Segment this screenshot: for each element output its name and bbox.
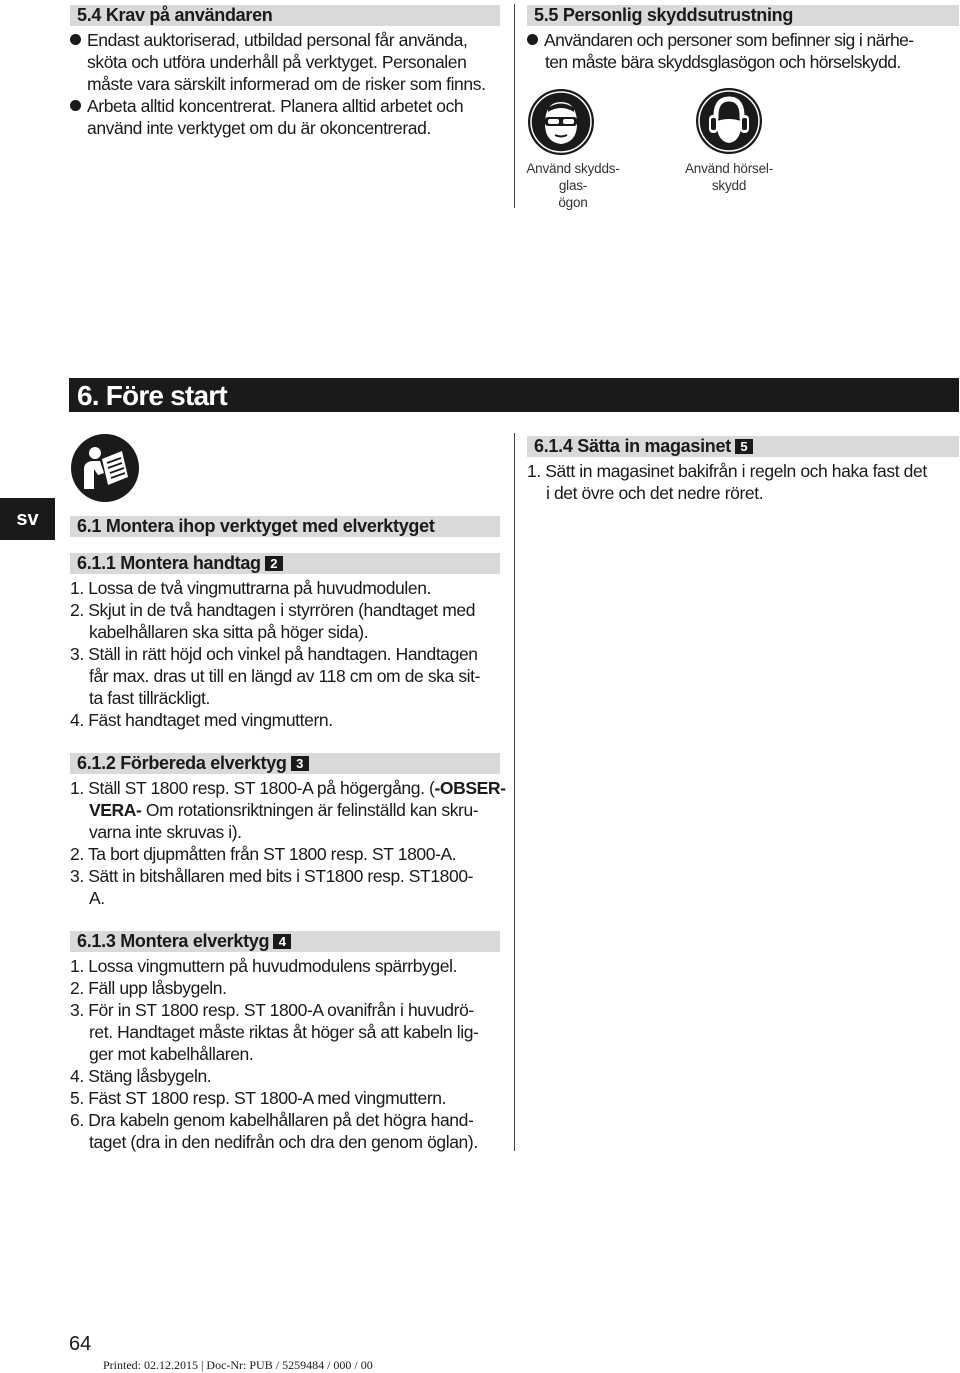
goggles-icon: [527, 88, 595, 156]
section-6-1-heading: 6.1 Montera ihop verktyget med elverktyget: [70, 516, 500, 537]
print-info: Printed: 02.12.2015 | Doc-Nr: PUB / 5259484 / 000 / 00: [103, 1358, 373, 1372]
section-5-5-heading: 5.5 Personlig skyddsutrustning: [527, 5, 959, 26]
hearing-caption: Använd hörsel- skydd: [684, 161, 773, 193]
bullet-icon: [527, 34, 538, 45]
bullet-item: Arbeta alltid koncentrerat. Planera alltid arbetet och: [70, 95, 510, 117]
section-6-1-3-steps: 1. Lossa vingmuttern på huvudmodulens spärrbygel. 2. Fäll upp låsbygeln. 3. För in ST 1800 resp. ST 1800-A ovanifrån i huvudrö- ret. Handtaget måste riktas åt höger så att kabeln lig- ger mot kabelhållaren. 4. Stäng låsbygeln. 5. Fäst ST 1800 resp. ST 1800-A med vingmuttern. 6. Dra kabeln genom kabelhållaren på det högra hand- taget (dra in den nedifrån och dra den genom öglan).: [70, 956, 479, 1152]
section-6-1-2-heading: 6.1.2 Förbereda elverktyg 3: [70, 753, 500, 774]
section-6-1-1-steps: 1. Lossa de två vingmuttrarna på huvudmodulen. 2. Skjut in de två handtagen i styrrören (handtaget med kabelhållaren ska sitta på höger sida). 3. Ställ in rätt höjd och vinkel på handtagen. Handtagen får max. dras ut till en längd av 118 cm om de ska sit- ta fast tillräckligt. 4. Fäst handtaget med vingmuttern.: [70, 578, 481, 730]
figure-ref-badge: 3: [291, 756, 309, 771]
safety-goggles-sign: [527, 88, 595, 156]
read-manual-icon: [70, 433, 140, 503]
figure-ref-badge: 5: [735, 439, 753, 454]
page-number: 64: [69, 1333, 92, 1355]
ear-protection-icon: [695, 87, 763, 155]
column-divider-bottom: [514, 433, 515, 1151]
bullet-icon: [70, 100, 81, 111]
figure-ref-badge: 4: [273, 934, 291, 949]
hearing-protection-sign: [695, 87, 763, 155]
read-manual-sign: [70, 433, 140, 503]
figure-ref-badge: 2: [265, 556, 283, 571]
section-6-1-3-heading: 6.1.3 Montera elverktyg 4: [70, 931, 500, 952]
section-5-5-body: Användaren och personer som befinner sig i närhe- ten måste bära skyddsglasögon och hörselskydd.: [527, 29, 959, 73]
bullet-item: Endast auktoriserad, utbildad personal får använda,: [70, 29, 510, 51]
section-6-1-4-steps: 1. Sätt in magasinet bakifrån i regeln och haka fast det i det övre och det nedre röret.: [527, 461, 927, 503]
section-6-1-1-heading: 6.1.1 Montera handtag 2: [70, 553, 500, 574]
section-5-4-body: Endast auktoriserad, utbildad personal får använda, sköta och utföra underhåll på verktyget. Personalen måste vara särskilt informerad om de risker som finns. Arbeta alltid koncentrerat. Planera alltid arbetet och använd inte verktyget om du är okoncentrerad.: [70, 29, 510, 139]
language-tab: sv: [0, 498, 55, 540]
goggles-caption: Använd skydds- glas- ögon: [526, 161, 620, 210]
chapter-title: 6. Före start: [77, 380, 227, 411]
chapter-banner: [69, 378, 959, 412]
bullet-icon: [70, 34, 81, 45]
bullet-item: Användaren och personer som befinner sig i närhe-: [527, 29, 959, 51]
section-6-1-2-steps: 1. Ställ ST 1800 resp. ST 1800-A på högergång. (-OBSER- VERA- Om rotationsriktningen är felinställd kan skru- varna inte skruvas i). 2. Ta bort djupmåtten från ST 1800 resp. ST 1800-A. 3. Sätt in bitshållaren med bits i ST1800 resp. ST1800- A.: [70, 778, 506, 908]
section-5-4-heading: 5.4 Krav på användaren: [70, 5, 500, 26]
section-6-1-4-heading: 6.1.4 Sätta in magasinet 5: [527, 436, 959, 457]
